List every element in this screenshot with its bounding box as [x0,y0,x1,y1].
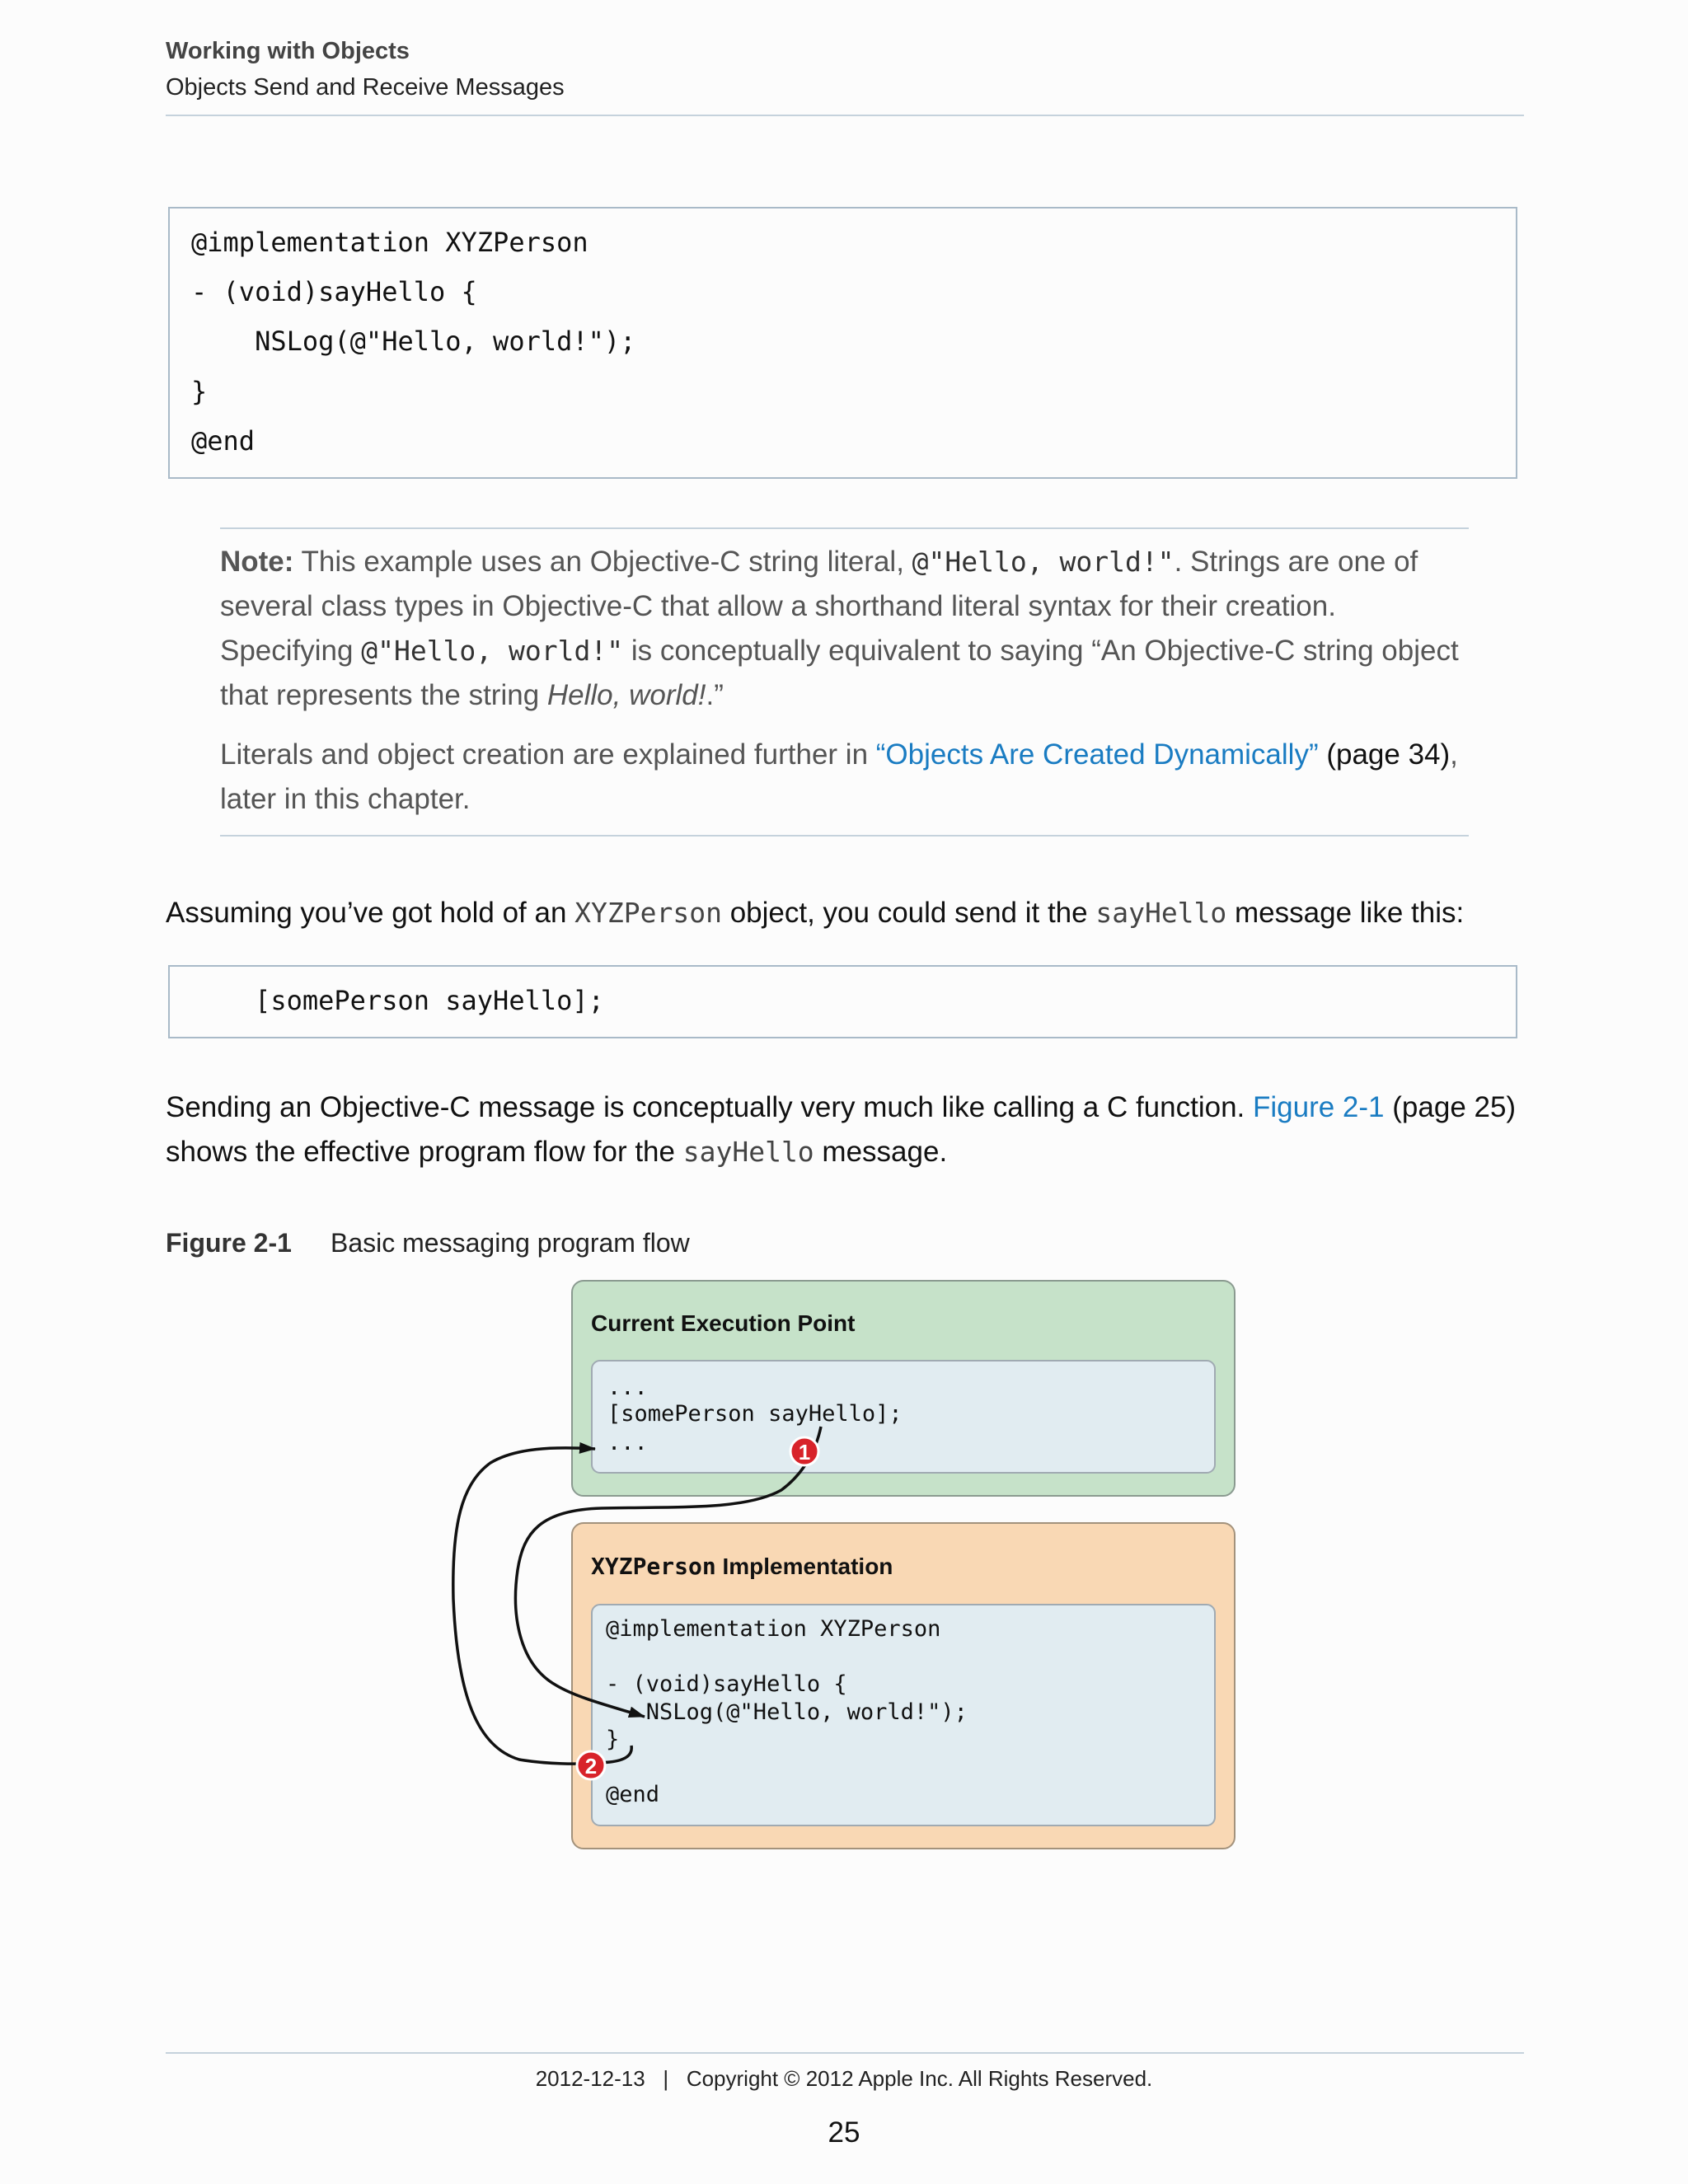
code-line: NSLog(@"Hello, world!"); [191,326,636,357]
diagram-code-line: @implementation XYZPerson [606,1616,941,1642]
note-text: .” [706,679,724,711]
body-text: message. [822,1136,948,1168]
inline-code: XYZPerson [574,897,722,929]
footer-divider [166,2052,1524,2054]
note-text: . Strings are one of several class types in Objective-C that allow a shorthand literal syntax for their creation. Specifying [220,546,1418,667]
note-label: Note: [220,546,294,578]
inline-code: sayHello [682,1136,814,1168]
code-line: } [191,376,208,407]
diagram-code-line: } [606,1727,620,1752]
inline-code: @"Hello, world!" [361,635,624,667]
page-number: 25 [828,2116,860,2149]
figure-link[interactable]: Figure 2-1 [1253,1091,1385,1123]
page-reference: (page 25) [1392,1091,1517,1123]
body-text: Sending an Objective-C message is conceptually very much like calling a C function. [166,1091,1245,1123]
figure-title: Basic messaging program flow [331,1228,690,1258]
footer-separator: | [663,2066,669,2091]
current-execution-title: Current Execution Point [591,1310,856,1336]
figure-label: Figure 2-1 [166,1228,292,1258]
body-text: Assuming you’ve got hold of an [166,897,567,929]
body-text: message like this: [1235,897,1465,929]
diagram-code-line: [somePerson sayHello]; [607,1401,903,1427]
note-text: This example uses an Objective-C string literal, [301,546,904,578]
body-text: shows the effective program flow for the [166,1136,675,1168]
running-header-section: Objects Send and Receive Messages [166,74,565,101]
step-2-marker [577,1751,605,1779]
svg-text:2: 2 [584,1754,598,1779]
implementation-title: XYZPerson Implementation [591,1553,893,1580]
code-line: - (void)sayHello { [191,276,477,307]
running-header-chapter: Working with Objects [166,38,410,64]
diagram-code-line: ... [607,1430,648,1455]
diagram-code-line: - (void)sayHello { [606,1671,847,1697]
diagram-code-line: ... [607,1375,648,1400]
note-italic: Hello, world! [546,679,706,711]
diagram-code-line: NSLog(@"Hello, world!"); [606,1699,968,1725]
footer-date: 2012-12-13 [535,2066,645,2091]
code-line: [somePerson sayHello]; [191,985,604,1016]
note-text: is conceptually equivalent to saying “An Objective-C string object that represents the string [220,635,1459,711]
code-line: @end [191,425,256,457]
cross-reference-link[interactable]: “Objects Are Created Dynamically” [875,738,1319,771]
footer-copyright [0,2066,1688,2092]
svg-text:1: 1 [798,1440,811,1465]
note-text: Literals and object creation are explained further in [220,738,869,771]
body-text: object, you could send it the [729,897,1088,929]
code-line: @implementation XYZPerson [191,227,588,258]
step-1-marker [790,1437,818,1465]
diagram-code-line: @end [606,1782,660,1807]
footer-copyright-text: Copyright © 2012 Apple Inc. All Rights Reserved. [686,2066,1153,2091]
inline-code: @"Hello, world!" [912,546,1175,578]
page-reference: (page 34) [1326,738,1451,771]
note-text: , later in this chapter. [220,738,1458,815]
inline-code: sayHello [1095,897,1227,929]
